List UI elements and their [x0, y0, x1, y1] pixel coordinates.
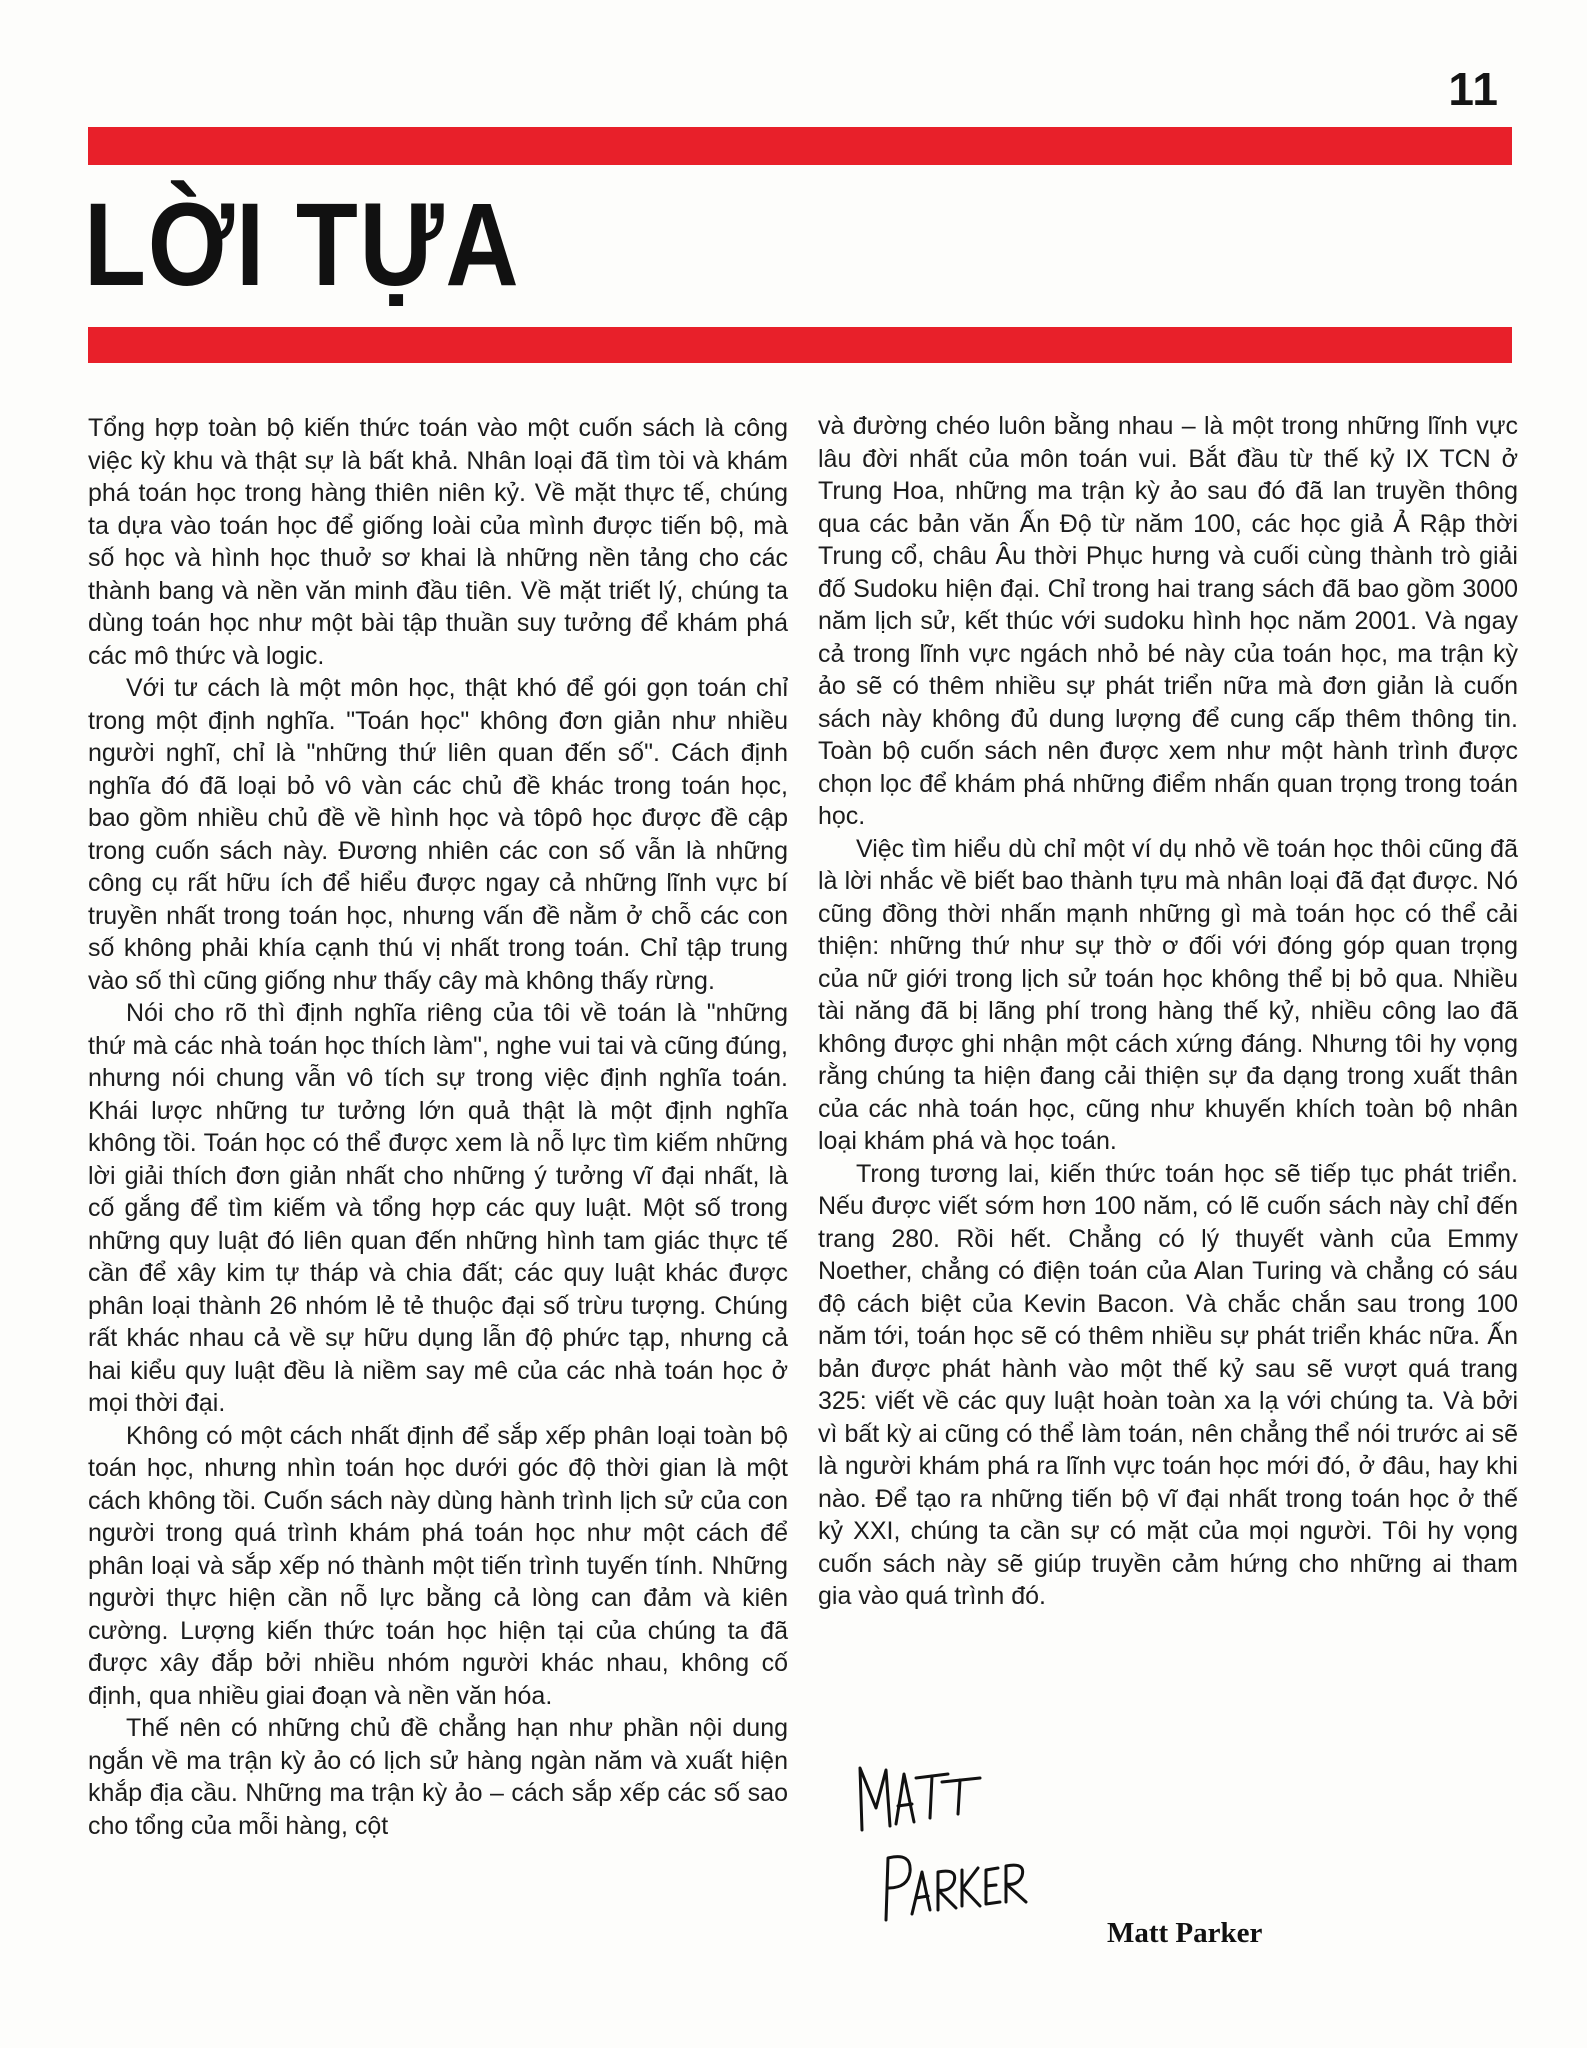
body-text	[88, 412, 1518, 1972]
title-bottom-red-bar	[88, 327, 1512, 363]
paragraph: Tổng hợp toàn bộ kiến thức toán vào một cuốn sách là công việc kỳ khu và thật sự là bất khả. Nhân loại đã tìm tòi và khám phá toán học trong hàng thiên niên kỷ. Về mặt thực tế, chúng ta dựa vào toán học để giống loài của mình được tiến bộ, mà số học và hình học thuở sơ khai là những nền tảng cho các thành bang và nền văn minh đầu tiên. Về mặt triết lý, chúng ta dùng toán học như một bài tập thuần suy tưởng để khám phá các mô thức và logic.	[88, 414, 788, 670]
paragraph: Với tư cách là một môn học, thật khó để gói gọn toán chỉ trong một định nghĩa. "Toán học" không đơn giản như nhiều người nghĩ, chỉ là "những thứ liên quan đến số". Cách định nghĩa đó đã loại bỏ vô vàn các chủ đề khác trong toán học, bao gồm nhiều chủ đề về hình học và tôpô học được đề cập trong cuốn sách này. Đương nhiên các con số vẫn là những công cụ rất hữu ích để hiểu được ngay cả những lĩnh vực bí truyền nhất trong toán học, nhưng vấn đề nằm ở chỗ các con số không phải khía cạnh thú vị nhất trong toán. Chỉ tập trung vào số thì cũng giống như thấy cây mà không thấy rừng.	[88, 674, 788, 995]
paragraph: và đường chéo luôn bằng nhau – là một trong những lĩnh vực lâu đời nhất của môn toán vui. Bắt đầu từ thế kỷ IX TCN ở Trung Hoa, những ma trận kỳ ảo sau đó đã lan truyền thông qua các bản văn Ấn Độ từ năm 100, các học giả Ả Rập thời Trung cổ, châu Âu thời Phục hưng và cuối cùng thành trò giải đố Sudoku hiện đại. Chỉ trong hai trang sách đã bao gồm 3000 năm lịch sử, kết thúc với sudoku hình học năm 2001. Và ngay cả trong lĩnh vực ngách nhỏ bé này của toán học, ma trận kỳ ảo sẽ có thêm nhiều sự phát triển nữa mà đơn giản là cuốn sách này không đủ dung lượng để cung cấp thêm thông tin. Toàn bộ cuốn sách nên được xem như một hành trình được chọn lọc để khám phá những điểm nhấn quan trọng trong toán học.	[818, 412, 1518, 830]
paragraph: Việc tìm hiểu dù chỉ một ví dụ nhỏ về toán học thôi cũng đã là lời nhắc về biết bao thành tựu mà nhân loại đã đạt được. Nó cũng đồng thời nhấn mạnh những gì mà toán học có thể cải thiện: những thứ như sự thờ ơ đối với đóng góp quan trọng của nữ giới trong lịch sử toán học không thể bị bỏ qua. Nhiều tài năng đã bị lãng phí trong hàng thế kỷ, nhiều công lao đã không được ghi nhận một cách xứng đáng. Nhưng tôi hy vọng rằng chúng ta hiện đang cải thiện sự đa dạng trong xuất thân của các nhà toán học, cũng như khuyến khích toàn bộ nhân loại khám phá và học toán.	[818, 834, 1518, 1155]
handwritten-signature	[850, 1760, 1050, 1930]
author-name: Matt Parker	[1107, 1917, 1263, 1949]
right-column	[818, 410, 1518, 1613]
chapter-title: LỜI TỰA	[84, 179, 521, 311]
paragraph: Nói cho rõ thì định nghĩa riêng của tôi về toán là "những thứ mà các nhà toán học thích làm", nghe vui tai và cũng đúng, nhưng nói chung vẫn vô tích sự trong việc định nghĩa toán. Khái lược những tư tưởng lớn quả thật là một định nghĩa không tồi. Toán học có thể được xem là nỗ lực tìm kiếm những lời giải thích đơn giản nhất cho những ý tưởng vĩ đại nhất, là cố gắng để tìm kiếm và tổng hợp các quy luật. Một số trong những quy luật đó liên quan đến những hình tam giác thực tế cần để xây kim tự tháp và chia đất; các quy luật khác được phân loại thành 26 nhóm lẻ tẻ thuộc đại số trừu tượng. Chúng rất khác nhau cả về sự hữu dụng lẫn độ phức tạp, nhưng cả hai kiểu quy luật đều là niềm say mê của các nhà toán học ở mọi thời đại.	[88, 999, 788, 1417]
paragraph: Thế nên có những chủ đề chẳng hạn như phần nội dung ngắn về ma trận kỳ ảo có lịch sử hàng ngàn năm và xuất hiện khắp địa cầu. Những ma trận kỳ ảo – cách sắp xếp các số sao cho tổng của mỗi hàng, cột	[88, 1714, 788, 1840]
paragraph: Không có một cách nhất định để sắp xếp phân loại toàn bộ toán học, nhưng nhìn toán học dưới góc độ thời gian là một cách không tồi. Cuốn sách này dùng hành trình lịch sử của con người trong quá trình khám phá toán học như một cách để phân loại và sắp xếp nó thành một tiến trình tuyến tính. Những người thực hiện cần nỗ lực bằng cả lòng can đảm và kiên cường. Lượng kiến thức toán học hiện tại của chúng ta đã được xây đắp bởi nhiều nhóm người khác nhau, không cố định, qua nhiều giai đoạn và nền văn hóa.	[88, 1421, 788, 1710]
paragraph: Trong tương lai, kiến thức toán học sẽ tiếp tục phát triển. Nếu được viết sớm hơn 100 năm, có lẽ cuốn sách này chỉ đến trang 280. Rồi hết. Chẳng có lý thuyết vành của Emmy Noether, chẳng có điện toán của Alan Turing và chẳng có sáu độ cách biệt của Kevin Bacon. Và chắc chắn sau trong 100 năm tới, toán học sẽ có thêm nhiều sự phát triển khác nữa. Ấn bản được phát hành vào một thế kỷ sau sẽ vượt quá trang 325: viết về các quy luật hoàn toàn xa lạ với chúng ta. Và bởi vì bất kỳ ai cũng có thể làm toán, nên chẳng thể nói trước ai sẽ là người khám phá ra lĩnh vực toán học mới đó, ở đâu, hay khi nào. Để tạo ra những tiến bộ vĩ đại nhất trong toán học ở thế kỷ XXI, chúng ta cần sự có mặt của mọi người. Tôi hy vọng cuốn sách này sẽ giúp truyền cảm hứng cho những ai tham gia vào quá trình đó.	[818, 1159, 1518, 1610]
title-top-red-bar	[88, 127, 1512, 165]
left-column	[88, 412, 788, 1842]
page-number: 11	[1448, 63, 1499, 115]
